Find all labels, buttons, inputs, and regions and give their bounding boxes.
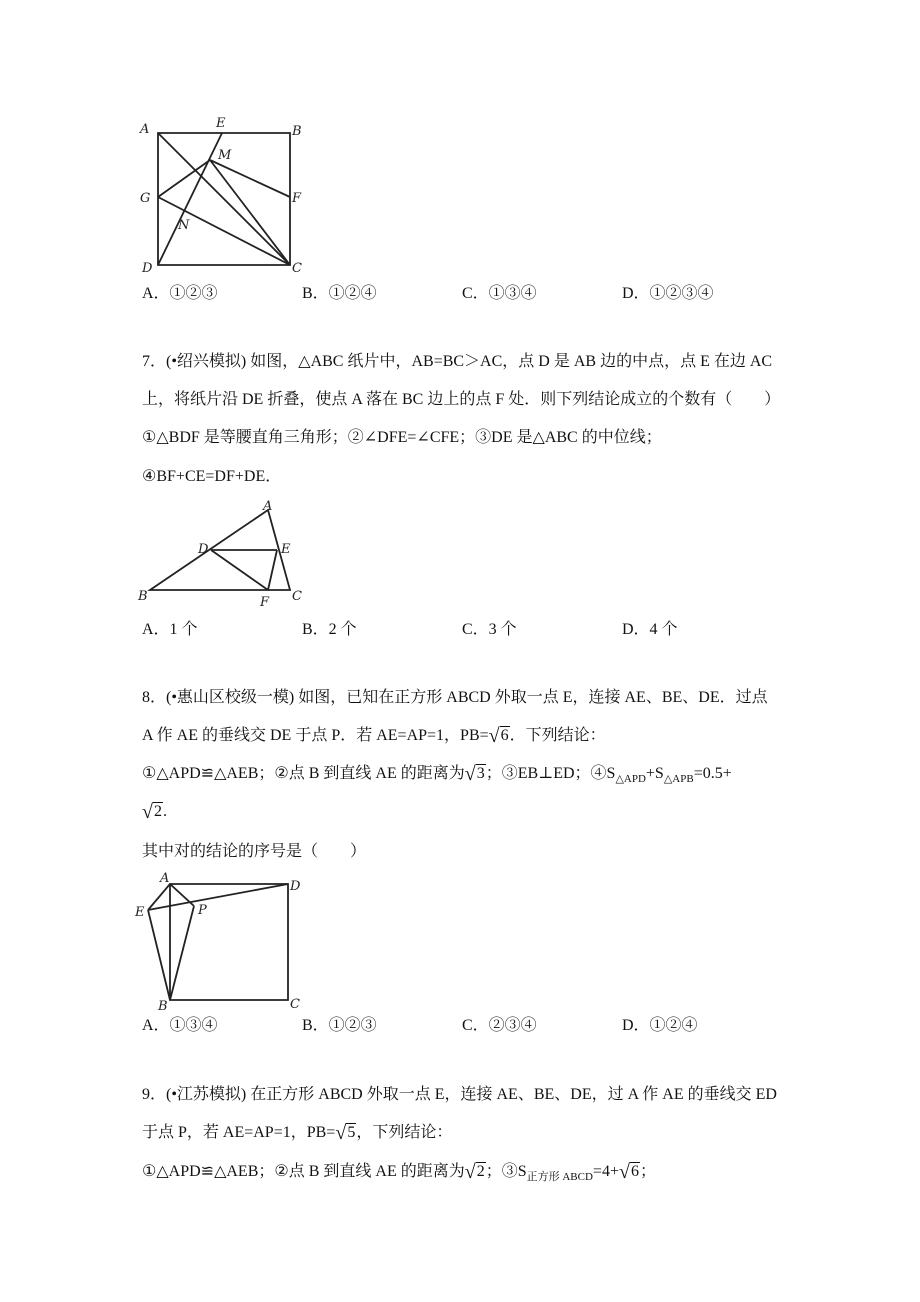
q8-line-1: 8．(•惠山区校级一模) 如图，已知在正方形 ABCD 外取一点 E，连接 AE、BE、DE．过点 [142, 689, 768, 706]
q8-label-P: P [198, 903, 207, 918]
q8-option-d: D．①②④ [622, 1017, 698, 1034]
q7-figure [130, 498, 320, 610]
q8-label-D: D [290, 879, 301, 894]
q8-label-E: E [135, 905, 145, 920]
q6-label-D: D [142, 261, 153, 276]
q7-label-B: B [138, 589, 148, 604]
q8-figure [130, 868, 320, 1013]
q7-line-3: ①△BDF 是等腰直角三角形；②∠DFE=∠CFE；③DE 是△ABC 的中位线； [142, 429, 662, 446]
q7-line-1: 7．(•绍兴模拟) 如图，△ABC 纸片中，AB=BC＞AC，点 D 是 AB 边的中点，点 E 在边 AC [142, 353, 773, 370]
q9-line-1: 9．(•江苏模拟) 在正方形 ABCD 外取一点 E，连接 AE、BE、DE，过 A 作 AE 的垂线交 ED [142, 1086, 777, 1103]
q6-label-C: C [292, 261, 302, 276]
q7-label-C: C [292, 589, 302, 604]
q8-label-A: A [160, 871, 170, 886]
q7-line-2: 上，将纸片沿 DE 折叠，使点 A 落在 BC 边上的点 F 处．则下列结论成立的个数有（ ） [142, 391, 781, 408]
q7-option-b: B．2 个 [302, 621, 357, 638]
q7-line-E-F [268, 550, 277, 590]
q6-line-G-M [158, 160, 210, 197]
q8-sqrt-6: √6 [488, 725, 509, 747]
q6-option-a: A．①②③ [142, 285, 218, 302]
q7-label-E: E [281, 542, 291, 557]
q8-line-2: A 作 AE 的垂线交 DE 于点 P．若 AE=AP=1，PB=√6．下列结论： [142, 725, 606, 747]
q7-option-c: C．3 个 [462, 621, 517, 638]
q6-label-F: F [292, 191, 302, 206]
q6-option-b: B．①②④ [302, 285, 377, 302]
q8-option-b: B．①②③ [302, 1017, 377, 1034]
q6-line-D-E [158, 133, 222, 265]
q8-label-B: B [158, 999, 168, 1013]
q6-label-A: A [140, 122, 150, 137]
q9-line-2: 于点 P，若 AE=AP=1，PB=√5，下列结论： [142, 1122, 453, 1144]
q6-label-B: B [292, 124, 302, 139]
q8-sqrt-3: √3 [464, 763, 485, 785]
q6-label-M: M [218, 148, 232, 163]
q8-line-E-B [148, 910, 170, 1000]
q7-option-a: A．1 个 [142, 621, 198, 638]
q8-line-3: ①△APD≌△AEB；②点 B 到直线 AE 的距离为√3；③EB⊥ED；$④S_{\triangle APD}+S_{\triangle APB}=0.5+$ [142, 763, 732, 786]
q8-sqrt-2: √2 [142, 801, 162, 823]
q6-label-G: G [140, 191, 151, 206]
q8-line-4: √2. [142, 801, 167, 823]
q7-label-D: D [198, 542, 209, 557]
q8-line-E-D [148, 884, 288, 910]
q8-line-P-B [170, 906, 194, 1000]
q7-label-F: F [260, 595, 270, 610]
q8-line-A-P [170, 884, 194, 906]
q6-line-M-F [210, 160, 290, 197]
q6-label-E: E [216, 116, 226, 131]
q9-line-3: ①△APD≌△AEB；②点 B 到直线 AE 的距离为√2；$③S_{正方形 ABCD}=4+√6$； [142, 1161, 656, 1184]
q6-line-M-C [210, 160, 290, 265]
q9-sqrt-2: √2 [464, 1161, 485, 1183]
q9-sqrt-5: √5 [335, 1122, 356, 1144]
q7-line-D-F [211, 550, 268, 590]
q8-option-a: A．①③④ [142, 1017, 218, 1034]
q8-label-C: C [290, 997, 300, 1012]
q8-option-c: C．②③④ [462, 1017, 537, 1034]
q7-label-A: A [263, 499, 273, 514]
q6-option-d: D．①②③④ [622, 285, 714, 302]
q6-label-N: N [178, 218, 190, 233]
q7-option-d: D．4 个 [622, 621, 678, 638]
q8-line-5: 其中对的结论的序号是（ ） [142, 843, 367, 860]
q7-line-4: ④BF+CE=DF+DE． [142, 468, 282, 485]
q6-figure [130, 115, 330, 280]
q9-sqrt-6: √6 [618, 1161, 639, 1183]
q6-option-c: C．①③④ [462, 285, 537, 302]
